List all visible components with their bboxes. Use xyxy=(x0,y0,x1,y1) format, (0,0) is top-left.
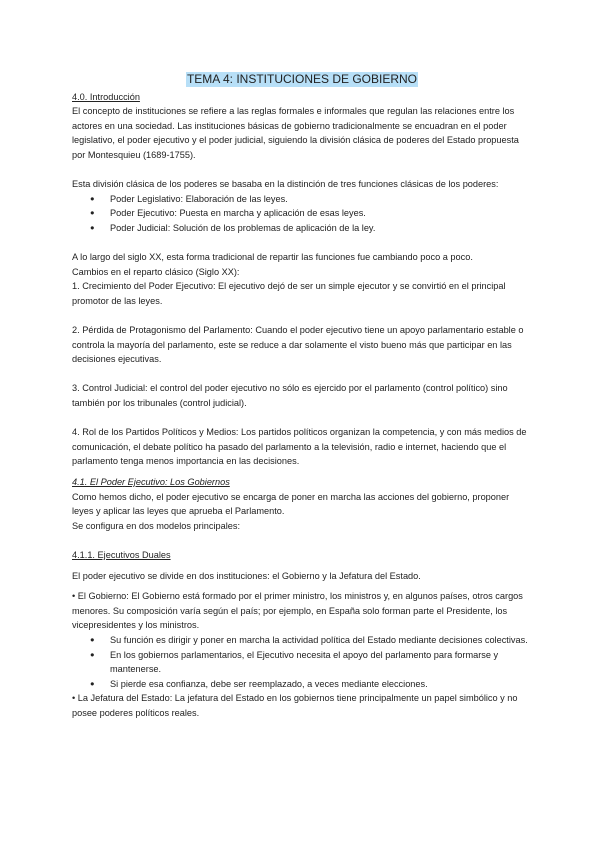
changes-heading: Cambios en el reparto clásico (Siglo XX): xyxy=(72,266,240,277)
division-paragraph: Esta división clásica de los poderes se basaba en la distinción de tres funciones clásicas de los poderes: xyxy=(72,179,499,190)
document-page xyxy=(72,72,532,721)
document-title: TEMA 4: INSTITUCIONES DE GOBIERNO xyxy=(186,72,418,86)
spacer xyxy=(72,163,532,178)
title-wrap xyxy=(72,72,532,88)
change-1: 1. Crecimiento del Poder Ejecutivo: El ejecutivo dejó de ser un simple ejecutor y se convirtió en el principal promotor de las leyes. xyxy=(72,281,506,306)
spacer xyxy=(72,236,532,251)
spacer xyxy=(72,533,532,548)
models-paragraph: Se configura en dos modelos principales: xyxy=(72,520,241,531)
list-item: ● Poder Ejecutivo: Puesta en marcha y aplicación de esas leyes. xyxy=(72,206,532,221)
section-4-1-heading: 4.1. El Poder Ejecutivo: Los Gobiernos xyxy=(72,477,230,488)
spacer xyxy=(72,367,532,382)
change-4: 4. Rol de los Partidos Políticos y Medios: Los partidos políticos organizan la competencia, y con más medios de comunicación, el debate político ha pasado del parlamento a la televisión, radio e internet, haciendo que el parlamento tenga menos importancia en las decisiones. xyxy=(72,427,527,467)
dual-paragraph: El poder ejecutivo se divide en dos instituciones: el Gobierno y la Jefatura del Estado. xyxy=(72,570,421,581)
gobierno-list xyxy=(72,633,532,691)
intro-paragraph: El concepto de instituciones se refiere a las reglas formales e informales que regulan las relaciones entre los actores en una sociedad. Las instituciones básicas de gobierno tradicionalmente se encuadran en el poder legislativo, el poder ejecutivo y el poder judicial, siguiendo la división clásica de poderes del Estado propuesta por Montesquieu (1689-1755). xyxy=(72,106,519,160)
gobierno-paragraph: • El Gobierno: El Gobierno está formado por el primer ministro, los ministros y, en algunos países, otros cargos menores. Su composición varía según el país; por ejemplo, en España solo forman parte el Presidente, los vicepresidentes y los ministros. xyxy=(72,591,523,631)
spacer xyxy=(72,411,532,426)
list-item: ● Su función es dirigir y poner en marcha la actividad política del Estado mediante decisiones colectivas. xyxy=(72,633,532,648)
list-item: ● Poder Judicial: Solución de los problemas de aplicación de la ley. xyxy=(72,221,532,236)
spacer xyxy=(72,309,532,324)
jefatura-paragraph: • La Jefatura del Estado: La jefatura del Estado en los gobiernos tiene principalmente un papel simbólico y no posee poderes políticos reales. xyxy=(72,693,518,718)
siglo-xx-paragraph: A lo largo del siglo XX, esta forma tradicional de repartir las funciones fue cambiando poco a poco. xyxy=(72,252,473,263)
section-4-1-1-heading: 4.1.1. Ejecutivos Duales xyxy=(72,550,171,560)
change-3: 3. Control Judicial: el control del poder ejecutivo no sólo es ejercido por el parlamento (control político) sino también por los tribunales (control judicial). xyxy=(72,383,508,409)
list-item: ● Si pierde esa confianza, debe ser reemplazado, a veces mediante elecciones. xyxy=(72,677,532,692)
list-item: ● Poder Legislativo: Elaboración de las leyes. xyxy=(72,192,532,207)
executive-paragraph: Como hemos dicho, el poder ejecutivo se encarga de poner en marcha las acciones del gobierno, proponer leyes y aplicar las leyes que aprueba el Parlamento. xyxy=(72,491,510,517)
powers-list xyxy=(72,192,532,236)
section-4-0-heading: 4.0. Introducción xyxy=(72,91,140,102)
change-2: 2. Pérdida de Protagonismo del Parlamento: Cuando el poder ejecutivo tiene un apoyo parlamentario estable o controla la mayoría del parlamento, este se reduce a dar solamente el visto bueno más que participar en las decisiones ejecutivas. xyxy=(72,325,524,365)
list-item: ● En los gobiernos parlamentarios, el Ejecutivo necesita el apoyo del parlamento para formarse y mantenerse. xyxy=(72,648,532,677)
